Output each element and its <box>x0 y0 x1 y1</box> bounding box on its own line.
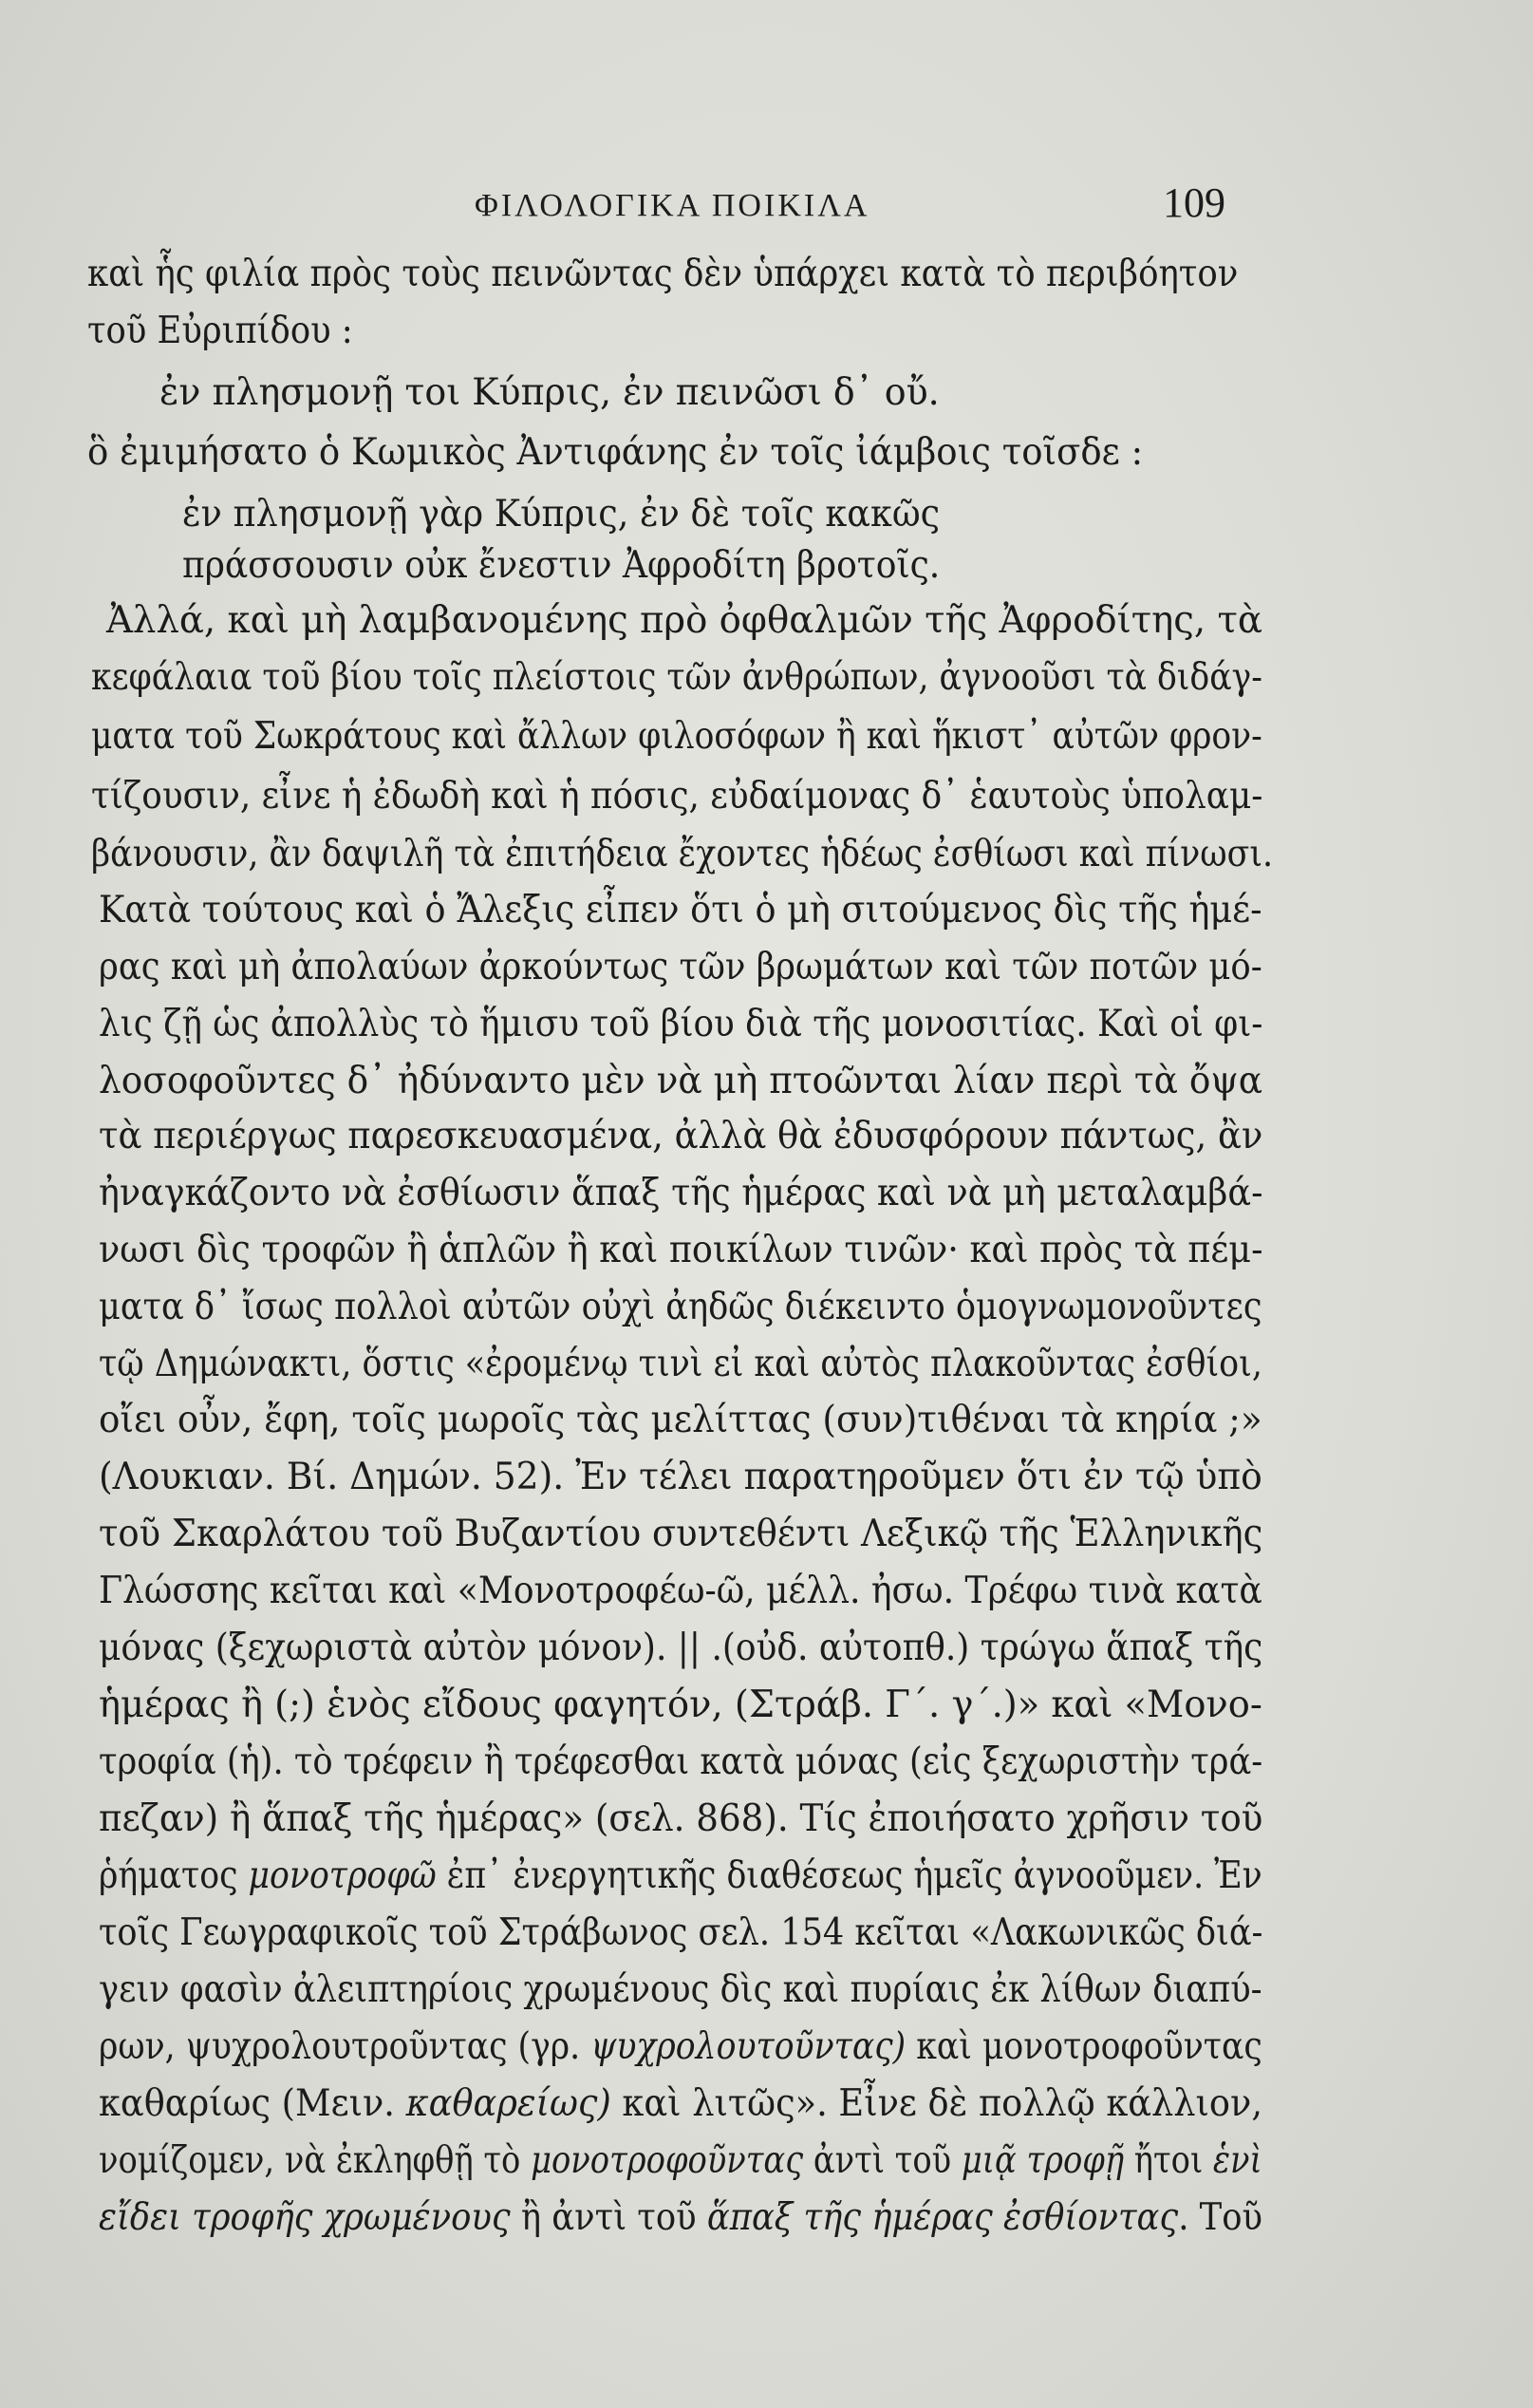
text-line: τοῖς Γεωγραφικοῖς τοῦ Στράβωνος σελ. 154 κεῖται «Λακωνικῶς διά- <box>99 1911 1263 1954</box>
text-line: τίζουσιν, εἶνε ἡ ἐδωδὴ καὶ ἡ πόσις, εὐδαίμονας δ᾽ ἑαυτοὺς ὑπολαμ- <box>91 775 1263 818</box>
text-line: ῥήματος μονοτροφῶ ἐπ᾽ ἐνεργητικῆς διαθέσεως ἡμεῖς ἀγνοοῦμεν. Ἐν <box>99 1854 1262 1897</box>
text-line: (Λουκιαν. Βί. Δημών. 52). Ἐν τέλει παρατηροῦμεν ὅτι ἐν τῷ ὑπὸ <box>99 1456 1262 1498</box>
text-line: λοσοφοῦντες δ᾽ ἠδύναντο μὲν νὰ μὴ πτοῶνται λίαν περὶ τὰ ὄψα <box>99 1060 1263 1102</box>
text-line: γειν φασὶν ἀλειπτηρίοις χρωμένους δὶς καὶ πυρίαις ἐκ λίθων διαπύ- <box>99 1968 1262 2011</box>
text-line: νομίζομεν, νὰ ἐκληφθῇ τὸ μονοτροφοῦντας ἀντὶ τοῦ μιᾷ τροφῇ ἤτοι ἑνὶ <box>99 2139 1262 2182</box>
text-line: τροφία (ἡ). τὸ τρέφειν ἢ τρέφεσθαι κατὰ μόνας (εἰς ξεχωριστὴν τρά- <box>99 1740 1263 1783</box>
text-line: πεζαν) ἢ ἅπαξ τῆς ἡμέρας» (σελ. 868). Τίς ἐποιήσατο χρῆσιν τοῦ <box>99 1797 1263 1840</box>
text-line: τῷ Δημώνακτι, ὅστις «ἐρομένῳ τινὶ εἰ καὶ αὐτὸς πλακοῦντας ἐσθίοι, <box>99 1343 1262 1385</box>
text-line: λις ζῇ ὡς ἀπολλὺς τὸ ἥμισυ τοῦ βίου διὰ τῆς μονοσιτίας. Καὶ οἱ φι- <box>99 1003 1263 1045</box>
text-line: τοῦ Σκαρλάτου τοῦ Βυζαντίου συντεθέντι Λεξικῷ τῆς Ἑλληνικῆς <box>99 1513 1263 1555</box>
text-line: βάνουσιν, ἂν δαψιλῆ τὰ ἐπιτήδεια ἔχοντες ἡδέως ἐσθίωσι καὶ πίνωσι. <box>91 833 1274 875</box>
text-line: ματα τοῦ Σωκράτους καὶ ἄλλων φιλοσόφων ἢ καὶ ἥκιστ᾽ αὐτῶν φρον- <box>91 715 1262 758</box>
text-line: καὶ ἧς φιλία πρὸς τοὺς πεινῶντας δὲν ὑπάρχει κατὰ τὸ περιβόητον <box>87 253 1239 295</box>
text-line: νωσι δὶς τροφῶν ἢ ἁπλῶν ἢ καὶ ποικίλων τινῶν· καὶ πρὸς τὰ πέμ- <box>99 1229 1263 1271</box>
text-line: ματα δ᾽ ἴσως πολλοὶ αὐτῶν οὐχὶ ἀηδῶς διέκειντο ὁμογνωμονοῦντες <box>99 1286 1262 1328</box>
text-line: τοῦ Εὐριπίδου : <box>87 310 353 352</box>
text-line: ἐν πλησμονῇ γὰρ Κύπρις, ἐν δὲ τοῖς κακῶς <box>182 493 941 536</box>
text-line: οἴει οὖν, ἔφη, τοῖς μωροῖς τὰς μελίττας (συν)τιθέναι τὰ κηρία ;» <box>99 1399 1262 1441</box>
page-number: 109 <box>1163 179 1225 226</box>
text-line: ἐν πλησμονῇ τοι Κύπρις, ἐν πεινῶσι δ᾽ οὔ. <box>159 371 940 414</box>
text-line: κεφάλαια τοῦ βίου τοῖς πλείστοις τῶν ἀνθρώπων, ἀγνοοῦσι τὰ διδάγ- <box>91 656 1262 699</box>
text-line: μόνας (ξεχωριστὰ αὐτὸν μόνον). || .(οὐδ. αὐτοπθ.) τρώγω ἅπαξ τῆς <box>99 1627 1263 1669</box>
running-title: ΦΙΛΟΛΟΓΙΚΑ ΠΟΙΚΙΛΑ <box>475 188 870 223</box>
text-line: ἡμέρας ἢ (;) ἑνὸς εἴδους φαγητόν, (Στράβ. Γ΄. γ΄.)» καὶ «Μονο- <box>99 1684 1262 1726</box>
text-line: ὃ ἐμιμήσατο ὁ Κωμικὸς Ἀντιφάνης ἐν τοῖς ἰάμβοις τοῖσδε : <box>87 431 1144 474</box>
text-line: Ἀλλά, καὶ μὴ λαμβανομένης πρὸ ὀφθαλμῶν τῆς Ἀφροδίτης, τὰ <box>106 599 1262 642</box>
text-line: ἠναγκάζοντο νὰ ἐσθίωσιν ἅπαξ τῆς ἡμέρας καὶ νὰ μὴ μεταλαμβά- <box>99 1172 1263 1214</box>
text-line: ρων, ψυχρολουτροῦντας (γρ. ψυχρολουτοῦντας) καὶ μονοτροφοῦντας <box>99 2025 1262 2068</box>
text-line: πράσσουσιν οὐκ ἔνεστιν Ἀφροδίτη βροτοῖς. <box>182 544 941 587</box>
text-line: Γλώσσης κεῖται καὶ «Μονοτροφέω-ῶ, μέλλ. ἠσω. Τρέφω τινὰ κατὰ <box>99 1570 1262 1612</box>
text-line: καθαρίως (Μειν. καθαρείως) καὶ λιτῶς». Εἶνε δὲ πολλῷ κάλλιον, <box>99 2082 1262 2125</box>
text-line: εἴδει τροφῆς χρωμένους ἢ ἀντὶ τοῦ ἅπαξ τῆς ἡμέρας ἐσθίοντας. Τοῦ <box>99 2196 1263 2239</box>
text-line: τὰ περιέργως παρεσκευασμένα, ἀλλὰ θὰ ἐδυσφόρουν πάντως, ἂν <box>99 1115 1263 1157</box>
text-line: Κατὰ τούτους καὶ ὁ Ἄλεξις εἶπεν ὅτι ὁ μὴ σιτούμενος δὶς τῆς ἡμέ- <box>99 889 1262 931</box>
text-line: ρας καὶ μὴ ἀπολαύων ἀρκούντως τῶν βρωμάτων καὶ τῶν ποτῶν μό- <box>99 946 1262 988</box>
